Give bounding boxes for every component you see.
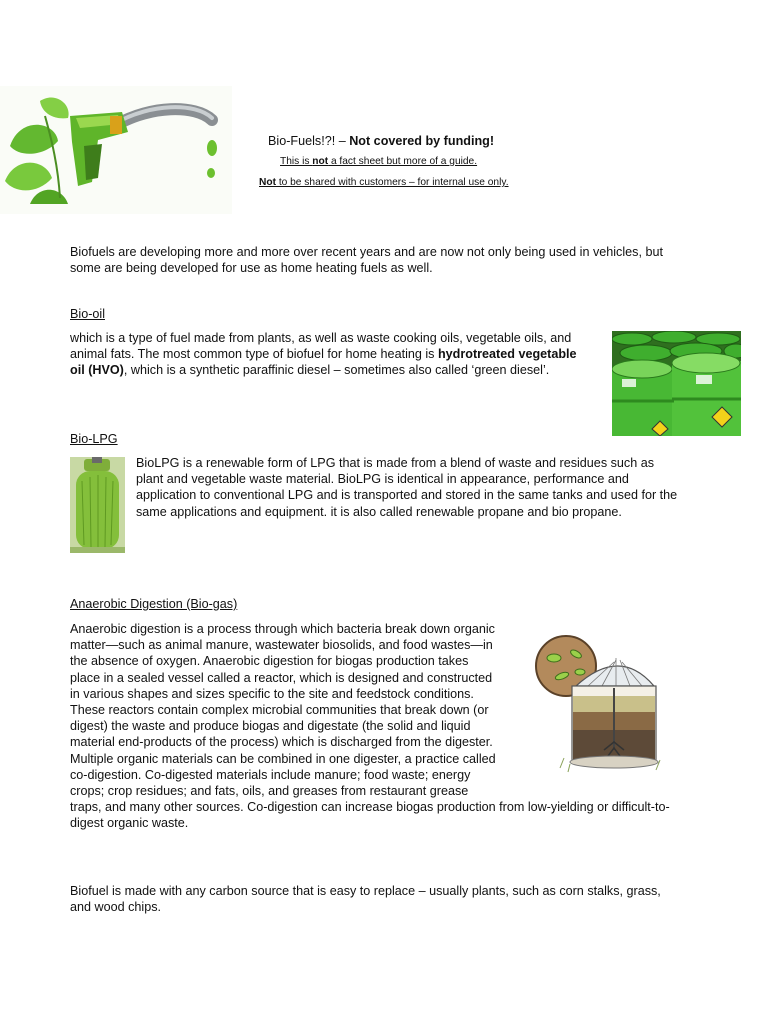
biogas-line: crops; crop residues; and fats, oils, and greases from restaurant grease: [70, 784, 469, 799]
closing-paragraph: [70, 883, 661, 915]
title-prefix: Bio-Fuels!?! –: [268, 134, 350, 148]
biolpg-line: BioLPG is a renewable form of LPG that is made from a blend of waste and residues such as: [136, 456, 655, 470]
biogas-paragraph: [70, 621, 670, 832]
biogas-line: digest organic waste.: [70, 816, 189, 831]
biogas-line: place in a sealed vessel called a reactor, which is designed and constructed: [70, 670, 493, 685]
biogas-line: These reactors contain complex microbial communities that break down (or: [70, 703, 489, 718]
biogas-line: the absence of oxygen. Anaerobic digestion for biogas production takes: [70, 654, 469, 669]
internal-note-b: to be shared with customers – for internal use only.: [275, 177, 509, 188]
biooil-line: oil (HVO), which is a synthetic paraffinic diesel – sometimes also called ‘green diesel’.: [70, 363, 550, 378]
biolpg-line: plant and vegetable waste material. BioLPG is identical in appearance, performance and: [136, 472, 629, 487]
biooil-line: which is a type of fuel made from plants, as well as waste cooking oils, vegetable oils, and: [70, 331, 572, 345]
guide-note: [280, 156, 477, 167]
biogas-line: digest) the waste and produce biogas and digestate (the solid and liquid: [70, 719, 471, 734]
document-title: [268, 134, 494, 148]
biolpg-paragraph: [136, 455, 677, 520]
biooil-paragraph: [70, 330, 577, 379]
green-barrels-image: [612, 331, 741, 436]
title-bold: Not covered by funding!: [349, 134, 495, 148]
biooil-line: animal fats. The most common type of biofuel for home heating is hydrotreated vegetable: [70, 347, 577, 362]
biooil-heading: Bio-oil: [70, 307, 105, 321]
intro-paragraph: [70, 244, 663, 276]
biogas-line: Multiple organic materials can be combined in one digester, a practice called: [70, 751, 496, 766]
intro-line: some are being developed for use as home heating fuels as well.: [70, 261, 433, 276]
internal-note-a: Not: [259, 177, 276, 188]
biogas-line: traps, and many other sources. Co-digestion can increase biogas production from low-yielding or difficult-to-: [70, 800, 670, 815]
biogas-line: material end-products of the process) which is discharged from the digester.: [70, 735, 493, 750]
guide-note-c: a fact sheet but more of a guide.: [328, 156, 478, 167]
closing-line: Biofuel is made with any carbon source that is easy to replace – usually plants, such as corn stalks, grass,: [70, 884, 661, 898]
biogas-line: in various shapes and sizes specific to the site and feedstock conditions.: [70, 686, 474, 701]
guide-note-b: not: [312, 156, 329, 167]
biolpg-heading: Bio-LPG: [70, 432, 118, 446]
biogas-line: Anaerobic digestion is a process through which bacteria break down organic: [70, 622, 495, 636]
fuel-nozzle-leaves-image: [0, 86, 232, 214]
grass-gas-cylinder-image: [70, 457, 125, 553]
intro-line: Biofuels are developing more and more over recent years and are now not only being used in vehicles, but: [70, 245, 663, 259]
guide-note-a: This is: [280, 156, 313, 167]
biogas-heading: Anaerobic Digestion (Bio-gas): [70, 597, 238, 611]
internal-use-note: [259, 177, 509, 188]
biogas-line: matter—such as animal manure, wastewater biosolids, and food wastes—in: [70, 638, 493, 653]
closing-line: and wood chips.: [70, 900, 162, 915]
biolpg-line: same applications and equipment. it is also called renewable propane and bio propane.: [136, 504, 622, 519]
biogas-line: co-digestion. Co-digested materials include manure; food waste; energy: [70, 767, 471, 782]
biolpg-line: application to conventional LPG and is transported and stored in the same tanks and used for the: [136, 488, 678, 503]
